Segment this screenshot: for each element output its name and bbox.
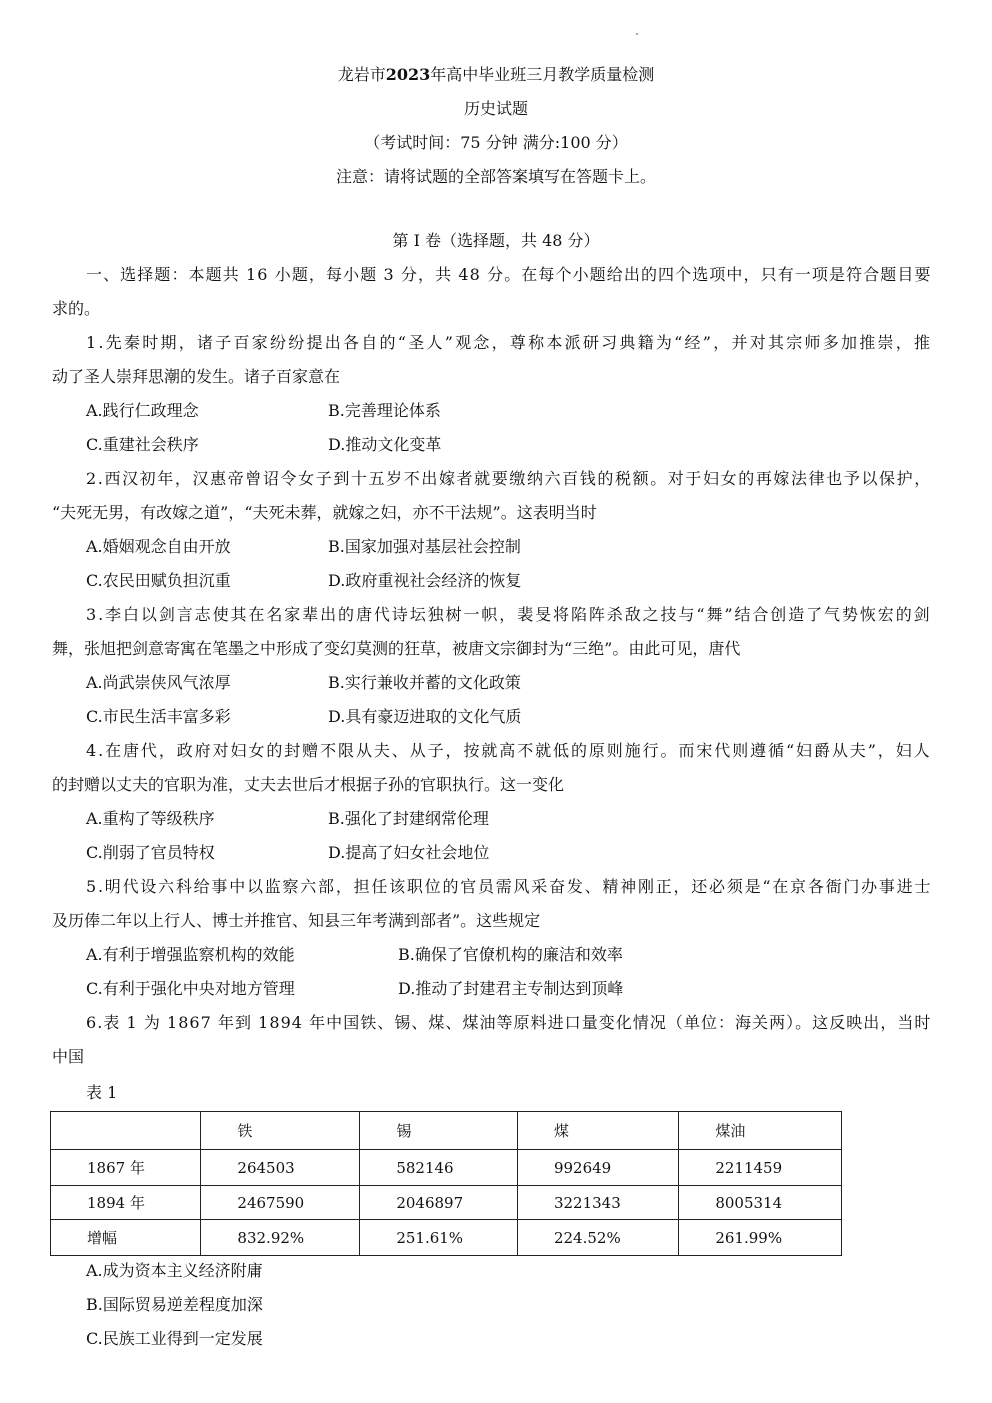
scan-speck xyxy=(636,33,638,35)
question-1-option-a: A.践行仁政理念 xyxy=(86,401,199,420)
instructions-line-1: 一、选择题：本题共 16 小题，每小题 3 分，共 48 分。在每个小题给出的四个选项中，只有一项是符合题目要 xyxy=(86,265,932,284)
question-2-option-b: B.国家加强对基层社会控制 xyxy=(328,537,521,556)
question-5-option-d: D.推动了封建君主专制达到顶峰 xyxy=(398,979,624,998)
question-3-option-b: B.实行兼收并蓄的文化政策 xyxy=(328,673,521,692)
question-3-option-a: A.尚武崇侠风气浓厚 xyxy=(86,673,231,692)
question-2-stem-line-2: “夫死无男，有改嫁之道”，“夫死未葬，就嫁之妇，亦不干法规”。这表明当时 xyxy=(52,503,597,522)
table-cell: 224.52% xyxy=(517,1220,678,1256)
question-6-option-b: B.国际贸易逆差程度加深 xyxy=(86,1295,263,1314)
question-3-stem-line-1: 3.李白以剑言志使其在名家辈出的唐代诗坛独树一帜，裴旻将陷阵杀敌之技与“舞”结合创造了气势恢宏的剑 xyxy=(86,605,932,624)
table-row xyxy=(51,1220,842,1256)
table-cell: 1894 年 xyxy=(51,1186,201,1220)
table-header-row xyxy=(51,1112,842,1150)
question-6-stem-line-2: 中国 xyxy=(52,1047,85,1066)
table-cell: 2211459 xyxy=(679,1150,842,1186)
table-row xyxy=(51,1186,842,1220)
question-4-option-a: A.重构了等级秩序 xyxy=(86,809,215,828)
question-6-option-c: C.民族工业得到一定发展 xyxy=(86,1329,263,1348)
table-cell: 261.99% xyxy=(679,1220,842,1256)
question-2-option-a: A.婚姻观念自由开放 xyxy=(86,537,231,556)
question-4-stem-line-1: 4.在唐代，政府对妇女的封赠不限从夫、从子，按就高不就低的原则施行。而宋代则遵循“妇爵从夫”，妇人 xyxy=(86,741,932,760)
table-caption: 表 1 xyxy=(86,1083,118,1102)
title-prefix: 龙岩市 xyxy=(337,65,386,84)
question-5-option-b: B.确保了官僚机构的廉洁和效率 xyxy=(398,945,623,964)
question-4-option-c: C.削弱了官员特权 xyxy=(86,843,215,862)
table-cell: 3221343 xyxy=(517,1186,678,1220)
question-5-stem-line-2: 及历俸二年以上行人、博士并推官、知县三年考满到部者”。这些规定 xyxy=(52,911,541,930)
title-year: 2023 xyxy=(385,65,431,84)
table-cell: 251.61% xyxy=(360,1220,518,1256)
table-header-cell: 煤油 xyxy=(679,1112,842,1150)
table-cell: 264503 xyxy=(201,1150,360,1186)
table-cell: 992649 xyxy=(517,1150,678,1186)
question-3-option-c: C.市民生活丰富多彩 xyxy=(86,707,231,726)
question-1-option-c: C.重建社会秩序 xyxy=(86,435,199,454)
instructions-line-2: 求的。 xyxy=(52,299,101,318)
question-1-option-d: D.推动文化变革 xyxy=(328,435,442,454)
table-cell: 1867 年 xyxy=(51,1150,201,1186)
subject-title: 历史试题 xyxy=(463,99,528,118)
question-1-option-b: B.完善理论体系 xyxy=(328,401,441,420)
question-4-option-b: B.强化了封建纲常伦理 xyxy=(328,809,489,828)
section-title: 第 I 卷（选择题，共 48 分） xyxy=(392,231,600,250)
title-suffix: 年高中毕业班三月教学质量检测 xyxy=(430,65,655,84)
question-5-option-a: A.有利于增强监察机构的效能 xyxy=(86,945,295,964)
table-cell: 2046897 xyxy=(360,1186,518,1220)
table-cell: 2467590 xyxy=(201,1186,360,1220)
question-4-option-d: D.提高了妇女社会地位 xyxy=(328,843,490,862)
table-header-cell: 煤 xyxy=(517,1112,678,1150)
question-6-option-a: A.成为资本主义经济附庸 xyxy=(86,1261,263,1280)
question-3-stem-line-2: 舞，张旭把剑意寄寓在笔墨之中形成了变幻莫测的狂草，被唐文宗御封为“三绝”。由此可见，唐代 xyxy=(52,639,741,658)
question-2-option-c: C.农民田赋负担沉重 xyxy=(86,571,231,590)
notice: 注意：请将试题的全部答案填写在答题卡上。 xyxy=(335,167,656,186)
table-row xyxy=(51,1150,842,1186)
question-1-stem-line-1: 1.先秦时期，诸子百家纷纷提出各自的“圣人”观念，尊称本派研习典籍为“经”，并对其宗师多加推崇，推 xyxy=(86,333,933,352)
question-6-stem-line-1: 6.表 1 为 1867 年到 1894 年中国铁、锡、煤、煤油等原料进口量变化情况（单位：海关两）。这反映出，当时 xyxy=(86,1013,932,1032)
table-cell: 8005314 xyxy=(679,1186,842,1220)
question-5-option-c: C.有利于强化中央对地方管理 xyxy=(86,979,295,998)
question-1-stem-line-2: 动了圣人崇拜思潮的发生。诸子百家意在 xyxy=(52,367,341,386)
table-cell: 增幅 xyxy=(51,1220,201,1256)
question-2-option-d: D.政府重视社会经济的恢复 xyxy=(328,571,522,590)
question-5-stem-line-1: 5.明代设六科给事中以监察六部，担任该职位的官员需风采奋发、精神刚正，还必须是“在京各衙门办事进士 xyxy=(86,877,933,896)
table-cell: 582146 xyxy=(360,1150,518,1186)
table-header-cell: 锡 xyxy=(360,1112,518,1150)
import-volume-table xyxy=(50,1111,842,1256)
question-2-stem-line-1: 2.西汉初年，汉惠帝曾诏令女子到十五岁不出嫁者就要缴纳六百钱的税额。对于妇女的再嫁法律也予以保护， xyxy=(86,469,932,488)
table-header-cell: 铁 xyxy=(201,1112,360,1150)
exam-title xyxy=(0,62,992,85)
question-3-option-d: D.具有豪迈进取的文化气质 xyxy=(328,707,522,726)
table-header-cell xyxy=(51,1112,201,1150)
table-cell: 832.92% xyxy=(201,1220,360,1256)
exam-info: （考试时间：75 分钟 满分:100 分） xyxy=(364,133,628,152)
question-4-stem-line-2: 的封赠以丈夫的官职为准，丈夫去世后才根据子孙的官职执行。这一变化 xyxy=(52,775,565,794)
